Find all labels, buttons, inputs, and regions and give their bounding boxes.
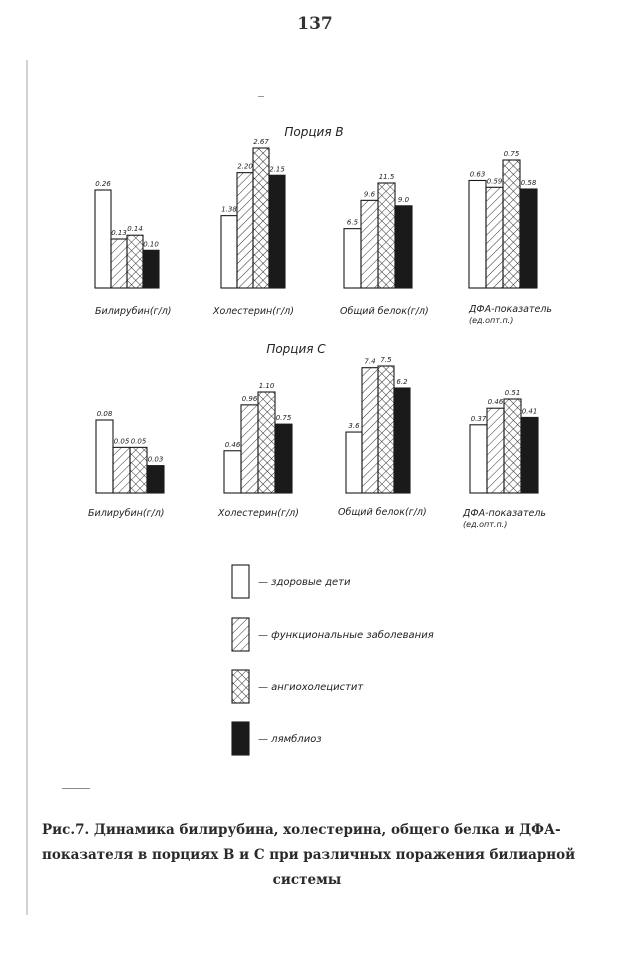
value-label: 6.5 (346, 218, 359, 227)
value-label: 0.75 (275, 414, 292, 423)
bar (470, 425, 487, 493)
bar (394, 388, 410, 493)
bar (143, 250, 159, 288)
bar (469, 180, 486, 288)
axis-label: ДФА-показатель (469, 304, 553, 315)
value-label: 0.59 (486, 177, 503, 186)
bar (487, 408, 504, 493)
legend-label: — ангиохолецистит (258, 682, 364, 693)
panel-title-b: Порция В (284, 125, 344, 139)
bar (521, 417, 538, 493)
bar (224, 451, 241, 493)
value-label: 0.26 (95, 180, 111, 188)
bar-group-2 (212, 138, 294, 317)
value-label: 2.20 (237, 162, 253, 171)
bar (346, 432, 362, 493)
bar-group-7 (338, 356, 427, 518)
bar-group-6 (217, 382, 299, 519)
bar (147, 466, 164, 493)
bar (237, 173, 253, 288)
legend-swatch (232, 670, 249, 703)
value-label: 0.14 (127, 225, 143, 234)
value-label: 2.67 (253, 138, 269, 146)
value-label: 0.46 (487, 398, 504, 407)
caption-line-3: системы (272, 872, 342, 888)
value-label: 0.05 (130, 437, 147, 446)
legend-label: — лямблиоз (258, 734, 322, 745)
bar-group-8 (462, 389, 546, 529)
value-label: 0.75 (503, 150, 520, 158)
bar (111, 239, 127, 288)
value-label: 0.10 (143, 240, 159, 249)
value-label: 0.08 (96, 410, 113, 418)
bar (520, 189, 537, 288)
bar-group-3 (340, 173, 429, 317)
value-label: 0.41 (521, 407, 538, 416)
value-label: 1.10 (258, 382, 275, 390)
bar (344, 229, 361, 288)
value-label: 0.05 (113, 437, 130, 446)
bar (130, 447, 147, 493)
value-label: 0.63 (469, 170, 486, 179)
value-label: 0.13 (111, 229, 127, 237)
panel-title-c: Порция С (266, 342, 326, 356)
page-number: 137 (297, 14, 333, 34)
bar (362, 368, 378, 493)
bar (96, 420, 113, 493)
value-label: 0.46 (224, 440, 241, 449)
axis-label: Общий белок(г/л) (340, 306, 429, 317)
bar-groups (88, 138, 552, 529)
legend (232, 565, 434, 755)
bar (221, 216, 237, 288)
bar (503, 160, 520, 288)
bar (275, 424, 292, 493)
legend-label: — функциональные заболевания (258, 630, 434, 641)
legend-swatch (232, 565, 249, 598)
bar (95, 190, 111, 288)
axis-label: Общий белок(г/л) (338, 507, 427, 518)
bar (253, 148, 269, 288)
value-label: 2.15 (269, 165, 285, 174)
bar (378, 183, 395, 288)
bar (269, 175, 285, 288)
axis-label: Билирубин(г/л) (88, 508, 165, 519)
value-label: 0.58 (520, 179, 537, 188)
bar (378, 366, 394, 493)
value-label: 0.96 (241, 394, 258, 403)
bar-group-5 (88, 410, 165, 519)
bar-group-1 (95, 180, 172, 317)
axis-label: Холестерин(г/л) (218, 508, 299, 519)
axis-label-unit: (ед.опт.п.) (463, 520, 508, 529)
value-label: 11.5 (378, 173, 395, 181)
value-label: 9.6 (363, 190, 376, 199)
value-label: 7.5 (380, 356, 392, 364)
caption-line-2: показателя в порциях В и С при различных поражения билиарной (42, 847, 576, 863)
axis-label-unit: (ед.опт.п.) (469, 316, 514, 325)
legend-swatch (232, 722, 249, 755)
legend-label: — здоровые дети (258, 577, 351, 588)
bar (241, 405, 258, 493)
value-label: 6.2 (396, 378, 408, 387)
axis-label: Холестерин(г/л) (213, 306, 294, 317)
value-label: 9.0 (397, 195, 410, 204)
value-label: 1.38 (221, 205, 237, 214)
figure-caption (42, 818, 602, 893)
value-label: 0.37 (470, 414, 487, 423)
axis-label: ДФА-показатель (463, 508, 547, 519)
value-label: 7.4 (364, 357, 376, 366)
value-label: 0.03 (147, 455, 164, 464)
bar (361, 200, 378, 288)
bar (258, 392, 275, 493)
caption-line-1: Рис.7. Динамика билирубина, холестерина, общего белка и ДФА- (42, 822, 561, 838)
value-label: 0.51 (504, 389, 521, 397)
bar-group-4 (468, 150, 552, 325)
bar (127, 235, 143, 288)
bar (395, 206, 412, 288)
bar (504, 399, 521, 493)
bar (486, 187, 503, 288)
axis-label: Билирубин(г/л) (95, 306, 172, 317)
legend-swatch (232, 618, 249, 651)
bar (113, 447, 130, 493)
value-label: 3.6 (348, 422, 360, 431)
